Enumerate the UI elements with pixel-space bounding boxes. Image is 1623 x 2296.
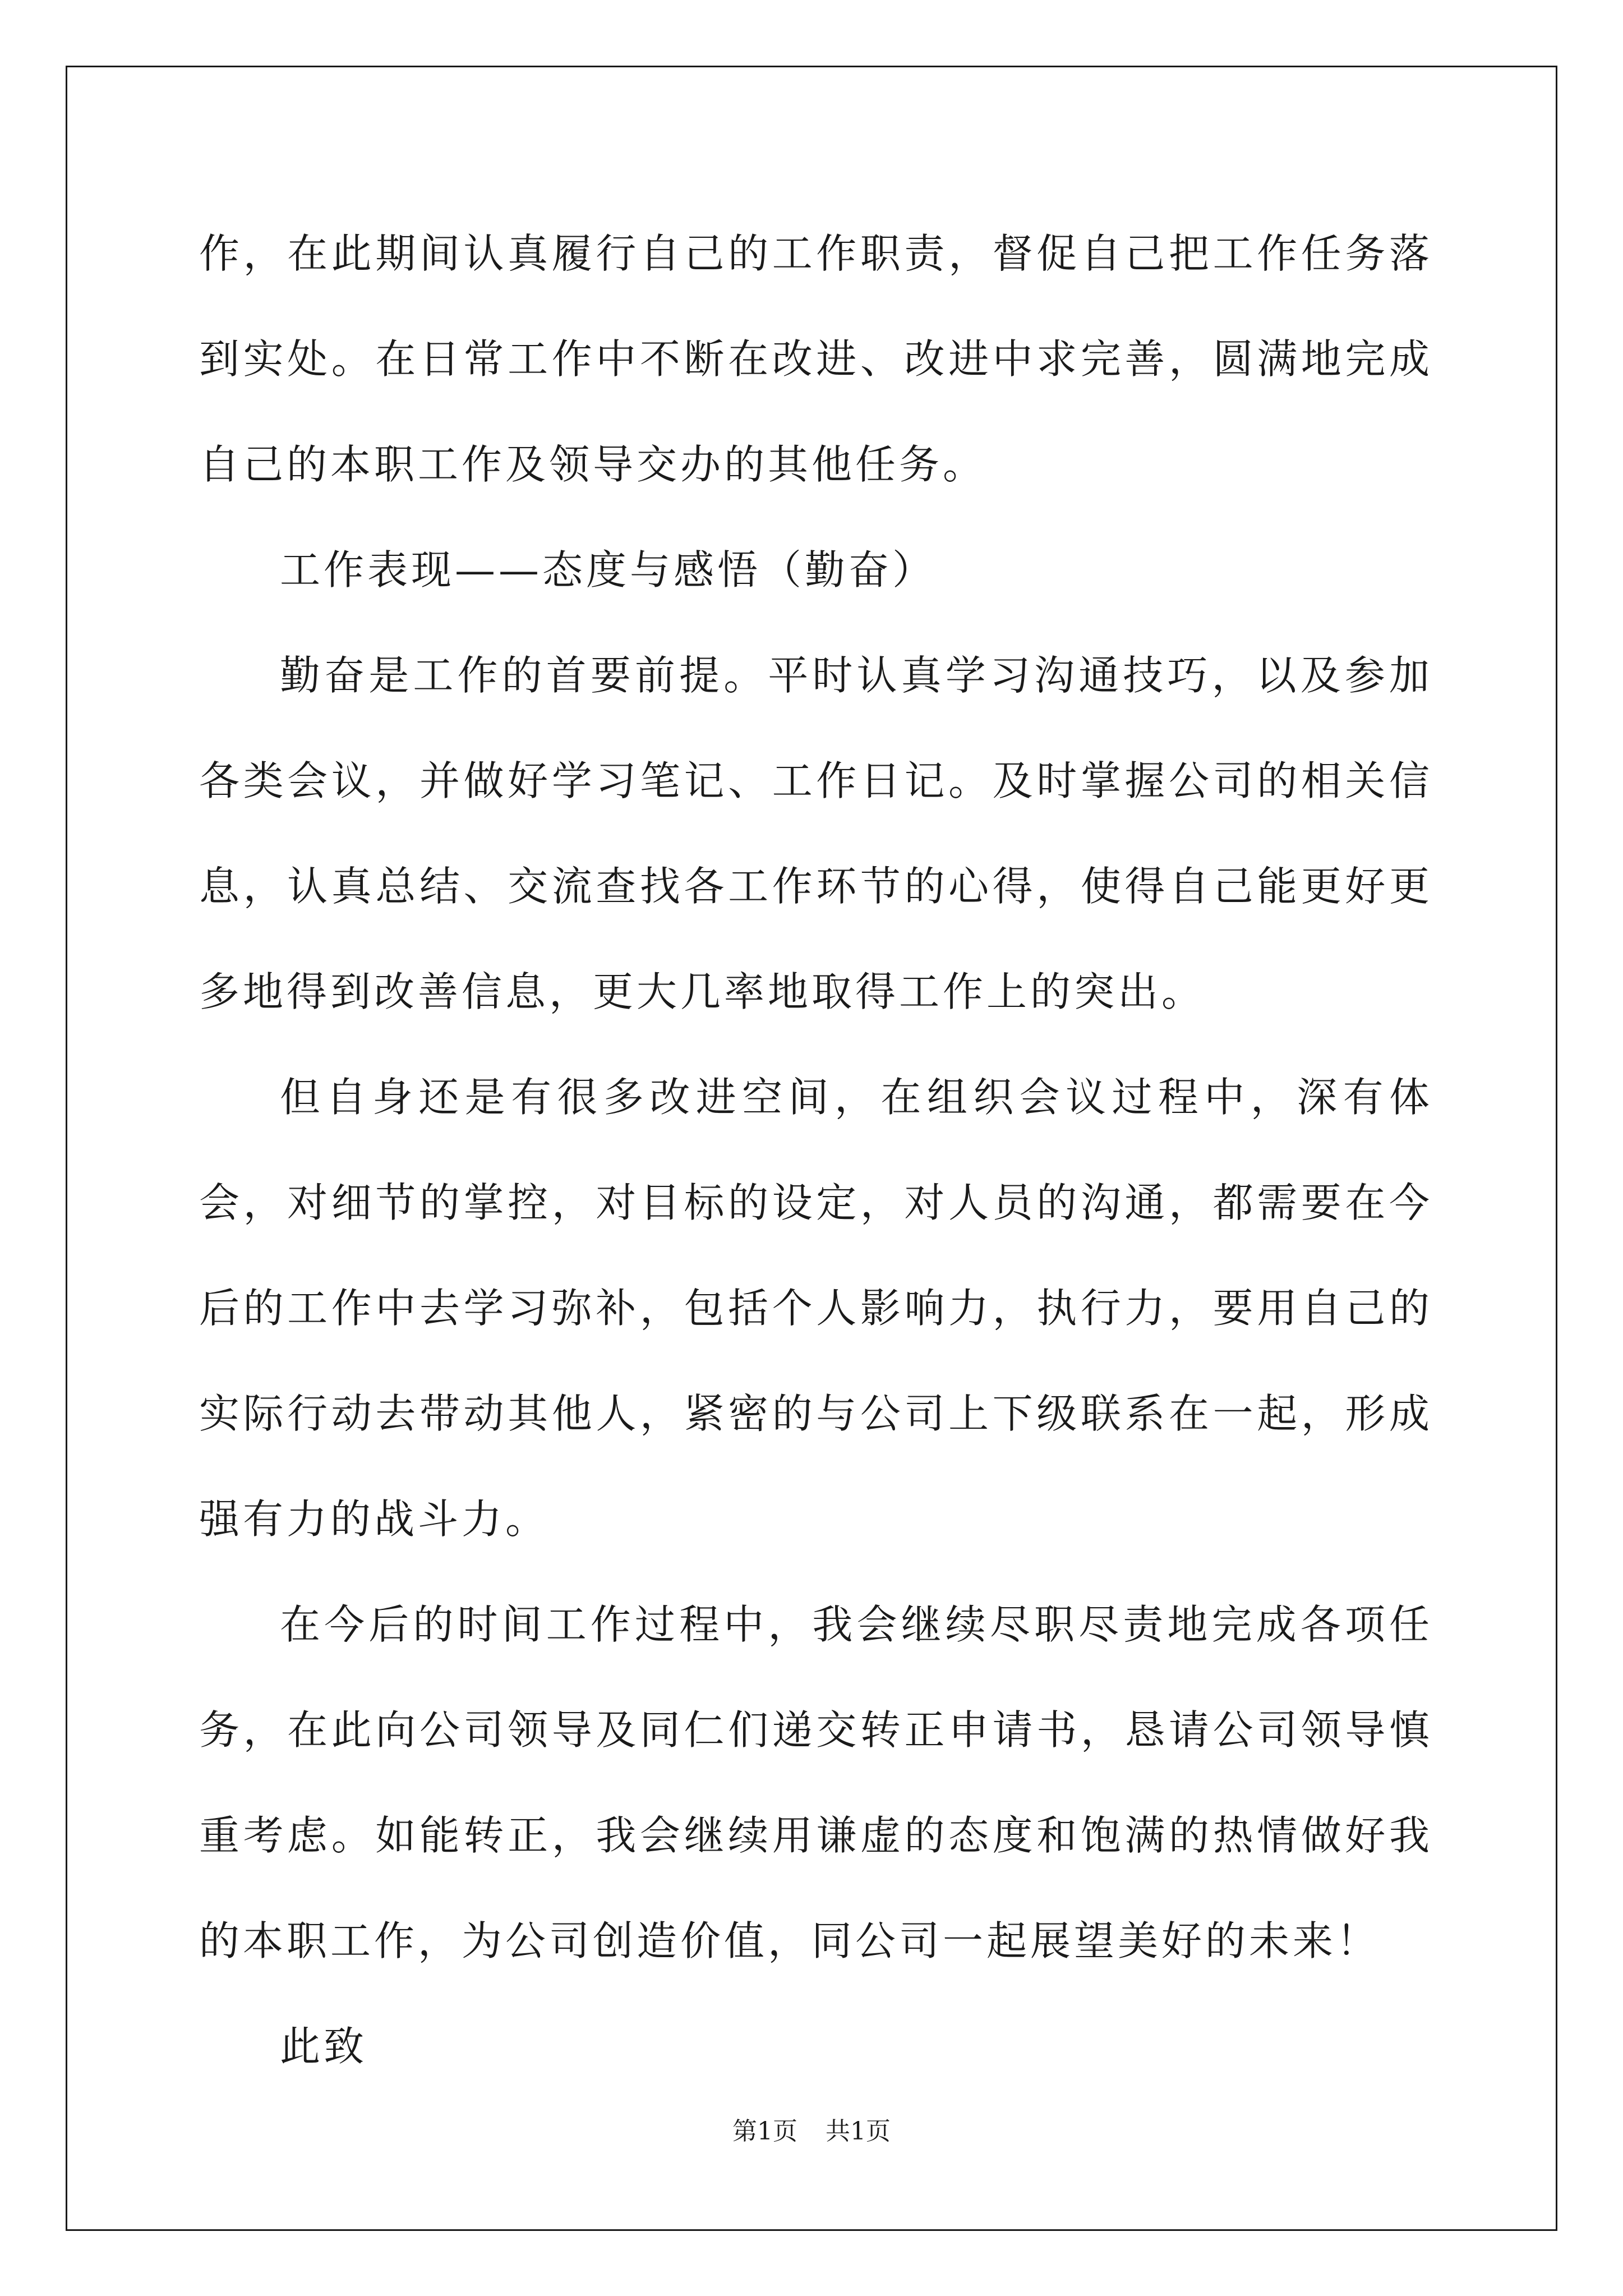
page-number-total: 共1页 bbox=[826, 2117, 891, 2146]
salutation: 此致 bbox=[280, 2023, 368, 2070]
paragraph-improvement: 但自身还是有很多改进空间，在组织会议过程中，深有体会，对细节的掌控，对目标的设定，对人员的沟通，都需要在今后的工作中去学习弥补，包括个人影响力，执行力，要用自己的实际行动去带动其他人，紧密的与公司上下级联系在一起，形成强有力的战斗力。 bbox=[199, 1074, 1433, 1543]
section-heading: 工作表现——态度与感悟（勤奋） bbox=[280, 546, 937, 593]
paragraph-closing: 在今后的时间工作过程中，我会继续尽职尽责地完成各项任务，在此向公司领导及同仁们递交转正申请书，恳请公司领导慎重考虑。如能转正，我会继续用谦虚的态度和饱满的热情做好我的本职工作，为公司创造价值，同公司一起展望美好的未来！ bbox=[199, 1601, 1433, 1964]
document-body bbox=[199, 201, 1433, 2099]
page-number-current: 第1页 bbox=[732, 2117, 797, 2146]
paragraph-diligence: 勤奋是工作的首要前提。平时认真学习沟通技巧，以及参加各类会议，并做好学习笔记、工作日记。及时掌握公司的相关信息，认真总结、交流查找各工作环节的心得，使得自己能更好更多地得到改善信息，更大几率地取得工作上的突出。 bbox=[199, 652, 1433, 1015]
page-footer bbox=[0, 2115, 1623, 2148]
paragraph-continuation: 作，在此期间认真履行自己的工作职责，督促自己把工作任务落到实处。在日常工作中不断在改进、改进中求完善，圆满地完成自己的本职工作及领导交办的其他任务。 bbox=[199, 230, 1433, 488]
